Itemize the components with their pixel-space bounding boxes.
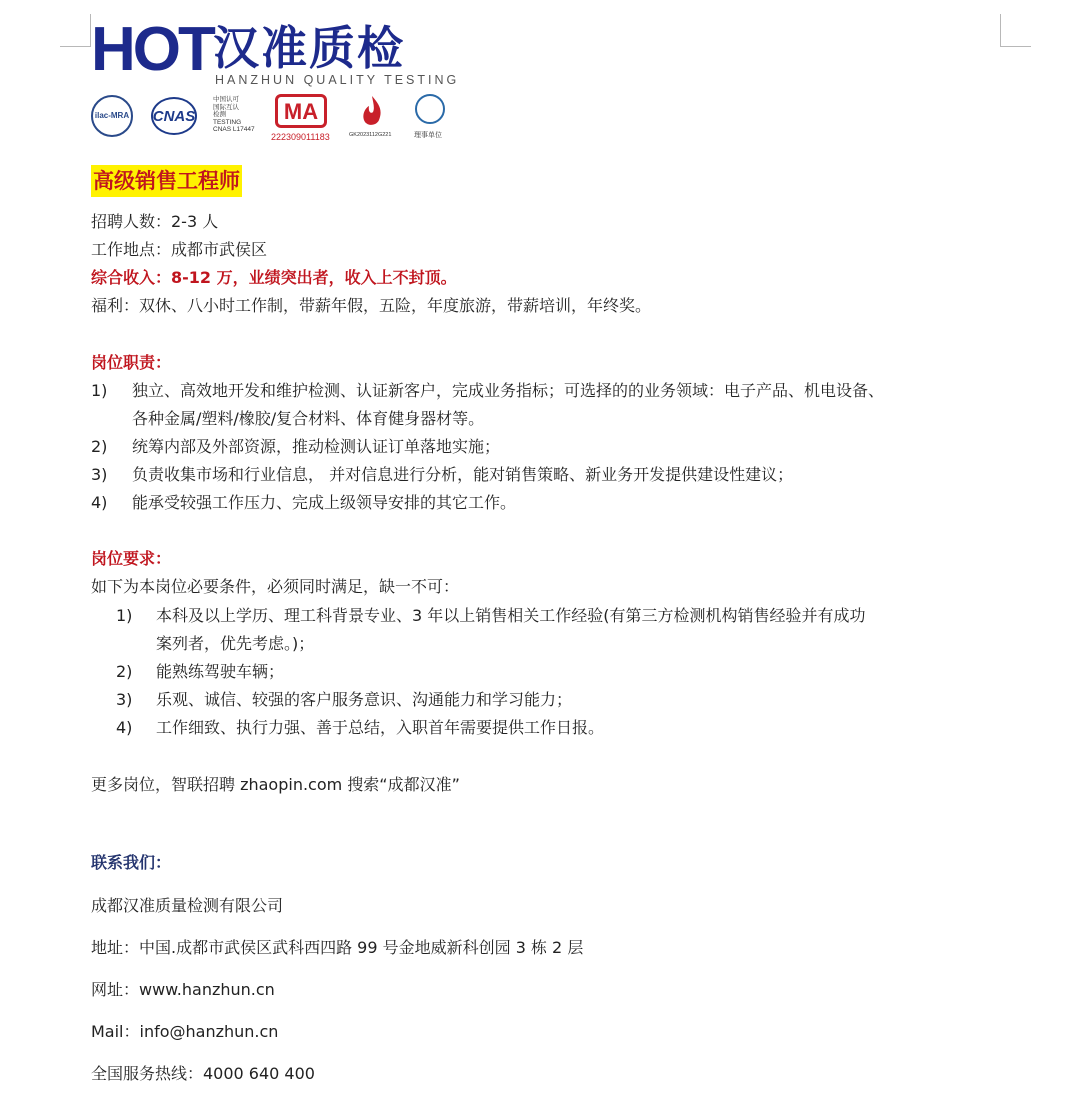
requirement-text: 能熟练驾驶车辆；	[156, 662, 285, 681]
duty-text: 统筹内部及外部资源，推动检测认证订单落地实施；	[132, 437, 501, 456]
requirement-number: 3)	[116, 690, 133, 709]
certification-badges	[91, 92, 461, 144]
duty-text: 负责收集市场和行业信息， 并对信息进行分析，能对销售策略、新业务开发提供建设性建议；	[132, 465, 794, 484]
requirement-number: 2)	[116, 662, 133, 681]
crop-mark-right	[1000, 14, 1031, 47]
company-name: 成都汉准质量检测有限公司	[91, 896, 284, 915]
benefits: 福利：双休、八小时工作制，带薪年假，五险，年度旅游，带薪培训，年终奖。	[91, 296, 652, 315]
income: 综合收入：8-12 万，业绩突出者，收入上不封顶。	[91, 268, 457, 287]
requirement-number: 4)	[116, 718, 133, 737]
ilac-mra-logo: ilac-MRA	[91, 95, 133, 137]
website-link[interactable]: 网址：www.hanzhun.cn	[91, 980, 275, 999]
member-unit-logo: 理事单位	[411, 94, 451, 144]
cnas-logo: CNAS	[145, 97, 203, 135]
requirement-text: 案列者，优先考虑。)；	[156, 634, 315, 653]
cnas-accreditation-text: 中国认可 国际互认 检测 TESTING CNAS L17447	[213, 96, 255, 134]
duty-number: 2)	[91, 437, 108, 456]
contact-heading: 联系我们：	[91, 853, 172, 872]
duty-number: 1)	[91, 381, 108, 400]
more-positions: 更多岗位，智联招聘 zhaopin.com 搜索“成都汉准”	[91, 775, 460, 794]
company-logo	[91, 15, 491, 88]
requirement-text: 本科及以上学历、理工科背景专业、3 年以上销售相关工作经验(有第三方检测机构销售经验并有成功	[156, 606, 866, 625]
logo-chinese-name: 汉准质检	[213, 21, 405, 75]
requirements-heading: 岗位要求：	[91, 549, 172, 568]
hotline: 全国服务热线：4000 640 400	[91, 1064, 315, 1083]
duties-heading: 岗位职责：	[91, 353, 172, 372]
cma-logo: MA 222309011183	[271, 94, 333, 144]
work-location: 工作地点：成都市武侯区	[91, 240, 268, 259]
logo-hot: HOT	[91, 15, 213, 84]
headcount: 招聘人数：2-3 人	[91, 212, 219, 231]
requirement-text: 乐观、诚信、较强的客户服务意识、沟通能力和学习能力；	[156, 690, 573, 709]
requirement-text: 工作细致、执行力强、善于总结，入职首年需要提供工作日报。	[156, 718, 605, 737]
job-title: 高级销售工程师	[91, 165, 242, 197]
logo-english-name: HANZHUN QUALITY TESTING	[215, 73, 460, 87]
duty-text: 能承受较强工作压力、完成上级领导安排的其它工作。	[132, 493, 517, 512]
fire-certification-logo: GK2023112G221	[349, 94, 399, 144]
duty-number: 4)	[91, 493, 108, 512]
email-link[interactable]: Mail：info@hanzhun.cn	[91, 1022, 279, 1041]
duty-text: 独立、高效地开发和维护检测、认证新客户，完成业务指标；可选择的的业务领域：电子产品、机电设备、	[132, 381, 885, 400]
company-address: 地址：中国.成都市武侯区武科西四路 99 号金地威新科创园 3 栋 2 层	[91, 938, 584, 957]
cma-number: 222309011183	[271, 132, 330, 142]
duty-number: 3)	[91, 465, 108, 484]
requirements-intro: 如下为本岗位必要条件，必须同时满足，缺一不可：	[91, 577, 460, 596]
duty-text: 各种金属/塑料/橡胶/复合材料、体育健身器材等。	[132, 409, 485, 428]
crop-mark-left	[60, 14, 91, 47]
requirement-number: 1)	[116, 606, 133, 625]
